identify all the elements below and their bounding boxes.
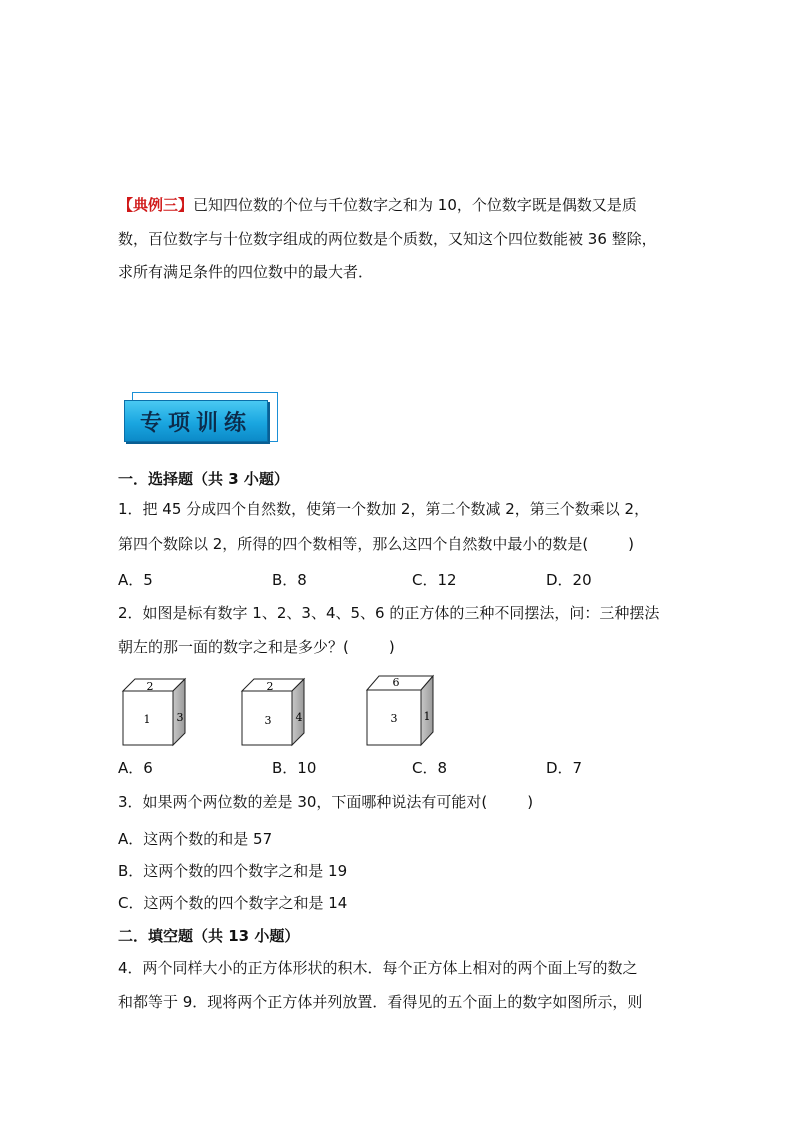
banner-title: 专项训练: [139, 409, 252, 436]
cube-2-top-label: 2: [266, 680, 274, 693]
cube-1: [123, 679, 185, 745]
banner-front-box: [124, 400, 268, 442]
cube-2-right-label: 4: [295, 711, 303, 724]
q3-option-b: B．这两个数的四个数字之和是 19: [118, 862, 348, 880]
q2-option-b: B．10: [272, 759, 317, 777]
cube-1-front-label: 1: [143, 713, 151, 726]
section1-heading: 一．选择题（共 3 小题）: [118, 470, 289, 488]
q1-text-2: 第四个数除以 2，所得的四个数相等，那么这四个自然数中最小的数是(: [118, 535, 589, 553]
example-line-2: 数，百位数字与十位数字组成的两位数是个质数，又知这个四位数能被 36 整除，: [118, 230, 657, 248]
cube-2: [242, 679, 304, 745]
q1-option-d: D．20: [546, 571, 592, 589]
q1-option-c: C．12: [412, 571, 457, 589]
q2-option-d: D．7: [546, 759, 583, 777]
q3-option-c: C．这两个数的四个数字之和是 14: [118, 894, 348, 912]
cube-3-top-label: 6: [392, 676, 400, 689]
example-line-3: 求所有满足条件的四位数中的最大者．: [118, 263, 374, 281]
cube-3-right-label: 1: [423, 710, 431, 723]
cubes-figure: [110, 670, 450, 750]
q2-option-a: A．6: [118, 759, 153, 777]
q3-text-1: 3．如果两个两位数的差是 30，下面哪种说法有可能对(: [118, 793, 488, 811]
q4-line-1: 4．两个同样大小的正方体形状的积木．每个正方体上相对的两个面上写的数之: [118, 959, 638, 977]
q1-option-a: A．5: [118, 571, 153, 589]
q2-line-2: [118, 637, 395, 657]
cube-1-right-label: 3: [176, 711, 184, 724]
section-banner: [124, 392, 278, 448]
q1-option-b: B．8: [272, 571, 307, 589]
q1-line-1: 1．把 45 分成四个自然数，使第一个数加 2，第二个数减 2，第三个数乘以 2，: [118, 500, 650, 518]
q2-close-paren: ): [388, 638, 395, 656]
cube-3: [367, 676, 433, 745]
example-tag: 【典例三】: [118, 196, 194, 214]
example-line-1: [118, 195, 637, 215]
q1-close-paren: ): [628, 535, 635, 553]
q2-option-c: C．8: [412, 759, 448, 777]
q1-line-2: [118, 534, 634, 554]
q3-option-a: A．这两个数的和是 57: [118, 830, 273, 848]
cube-2-front-label: 3: [264, 714, 272, 727]
section2-heading: 二．填空题（共 13 小题）: [118, 927, 300, 945]
q3-line-1: [118, 792, 533, 812]
cube-1-top-label: 2: [146, 680, 154, 693]
q2-line-1: 2．如图是标有数字 1、2、3、4、5、6 的正方体的三种不同摆法，问：三种摆法: [118, 604, 660, 622]
q4-line-2: 和都等于 9．现将两个正方体并列放置．看得见的五个面上的数字如图所示，则: [118, 993, 643, 1011]
q3-close-paren: ): [527, 793, 534, 811]
q2-text-2: 朝左的那一面的数字之和是多少？(: [118, 638, 349, 656]
cube-3-front-label: 3: [390, 712, 398, 725]
example-text-1: 已知四位数的个位与千位数字之和为 10，个位数字既是偶数又是质: [193, 196, 637, 214]
